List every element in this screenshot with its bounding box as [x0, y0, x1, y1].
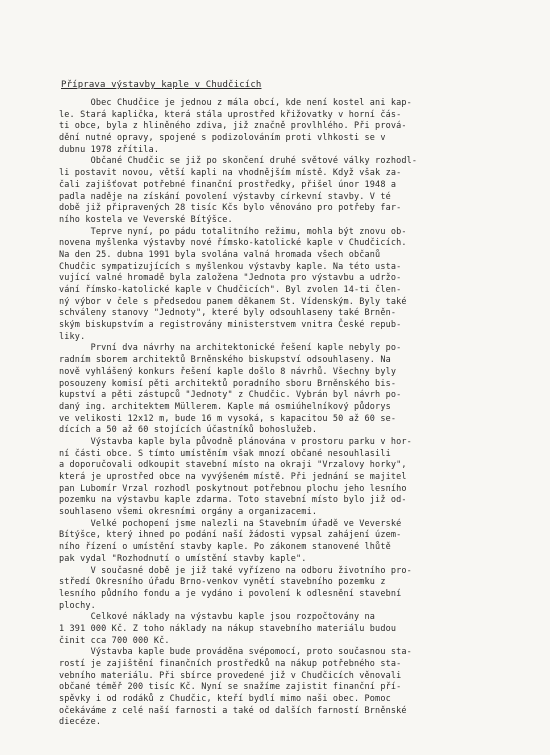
text-line: Chudčic sympatizujících s myšlenkou výstavby kaple. Na této usta- [59, 261, 402, 272]
text-line: ským biskupstvím a registrovány ministerstvem vnitra České repub- [59, 320, 402, 331]
text-line: nově vyhlášený konkurs řešení kaple došlo 8 návrhů. Všechny byly [59, 366, 397, 377]
text-line: novena myšlenka výstavby nové římsko-katolické kaple v Chudčicích. [59, 238, 407, 249]
text-line: daný ing. architektem Müllerem. Kaple má osmiúhelníkový půdorys [59, 401, 391, 412]
text-line: činit cca 700 000 Kč. [59, 635, 170, 646]
text-line: Velké pochopení jsme nalezli na Stavebním úřadě ve Veverské [59, 518, 402, 529]
text-line: V současné době je již také vyřízeno na odboru životního pro- [59, 565, 412, 576]
text-line: rostí je zajištění finančních prostředků na nákup potřebného sta- [59, 659, 402, 669]
text-line: pak vydal "Rozhodnutí o umístění stavby kaple". [59, 553, 307, 564]
text-line: padla naděje na získání povolení výstavby církevní stavby. V té [59, 191, 391, 202]
text-line: spěvky i od rodáků z Chudčic, kteří bydlí mimo naši obec. Pomoc [59, 694, 391, 705]
text-line: Na den 25. dubna 1991 byla svolána valná hromada všech občanů [59, 249, 381, 260]
text-line: ve velikosti 12x12 m, bude 16 m vysoká, s kapacitou 50 až 60 se- [59, 413, 397, 424]
text-line: souhlaseno všemi okresními orgány a organizacemi. [59, 507, 318, 518]
text-line: kupství a pěti zástupců "Jednoty" z Chudčic. Vybrán byl návrh po- [59, 390, 402, 401]
text-line: středí Okresního úřadu Brno-venkov vynětí stavebního pozemku z [59, 577, 386, 588]
text-line: vující valné hromadě byla založena "Jednota pro výstavbu a udržo- [59, 273, 402, 284]
document-body [59, 98, 519, 729]
text-line: ního řízení o umístění stavby kaple. Po zákonem stanovené lhůtě [59, 542, 391, 553]
paragraph-6 [59, 519, 519, 566]
text-line: radním sborem architektů Brněnského biskupství odsouhlaseny. Na [59, 355, 391, 366]
text-line: Výstavba kaple bude prováděna svépomocí, proto současnou sta- [59, 647, 412, 658]
text-line: vebního materiálu. Při sbírce provedené již v Chudčicích věnovali [59, 670, 402, 681]
text-line: pozemku na výstavbu kaple zdarma. Toto stavební místo bylo již od- [59, 495, 407, 506]
text-line: diecéze. [59, 717, 102, 728]
text-line: očekáváme z celé naší farnosti a také od dalších farností Brněnské [59, 705, 407, 716]
paragraph-5 [59, 437, 519, 519]
text-line: Občané Chudčic se již po skončení druhé světové války rozhodl- [59, 156, 418, 167]
text-line: Obec Chudčice je jednou z mála obcí, kde není kostel ani kap- [59, 98, 412, 108]
paragraph-7 [59, 566, 519, 613]
text-line: pan Lubomír Vrzal rozhodl poskytnout potřebnou plochu jeho lesního [59, 483, 407, 494]
paragraph-2 [59, 156, 519, 226]
text-line: ný výbor v čele s předsedou panem děkanem St. Vídenským. Byly také [59, 296, 407, 307]
paragraph-9 [59, 647, 519, 729]
text-line: le. Stará kaplička, která stála uprostřed křižovatky v horní čás- [59, 109, 402, 120]
text-line: posouzeny komisí pěti architektů poradního sboru Brněnského bis- [59, 378, 397, 389]
text-line: dubnu 1978 zřítila. [59, 144, 160, 155]
text-line: Teprve nyní, po pádu totalitního režimu, mohla být znovu ob- [59, 226, 407, 237]
text-line: občané téměř 200 tisíc Kč. Nyní se snažíme zajistit finanční pří- [59, 682, 402, 693]
text-line: Výstavba kaple byla původně plánována v prostoru parku v hor- [59, 436, 412, 447]
text-line: První dva návrhy na architektonické řešení kaple nebyly po- [59, 343, 402, 354]
document-title: Příprava výstavby kaple v Chudčicích [61, 80, 262, 90]
text-line: vání římsko-katolické kaple v Chudčicích". Byl zvolen 14-ti člen- [59, 285, 402, 295]
text-line: schváleny stanovy "Jednoty", které byly odsouhlaseny také Brněn- [59, 308, 397, 319]
text-line: plochy. [59, 600, 96, 611]
text-line: 1 391 000 Kč. Z toho náklady na nákup stavebního materiálu budou [59, 623, 397, 634]
paragraph-3 [59, 227, 519, 344]
text-line: dících a 50 až 60 stojících účastníků bohoslužeb. [59, 425, 318, 436]
text-line: čali zajišťovat potřebné finanční prostředky, přišel únor 1948 a [59, 179, 397, 190]
text-line: a doporučovali odkoupit stavební místo na okraji "Vrzalovy horky", [59, 460, 407, 471]
text-line: době již připravených 28 tisíc Kčs bylo věnováno pro potřeby far- [59, 203, 402, 214]
text-line: liky. [59, 331, 86, 342]
paragraph-1 [59, 98, 519, 156]
text-line: lesního půdního fondu a je vydáno i povolení k odlesnění stavební [59, 588, 402, 599]
paragraph-4 [59, 343, 519, 437]
text-line: ního kostela ve Veverské Bítýšce. [59, 214, 233, 225]
paragraph-8 [59, 612, 519, 647]
text-line: ti obce, byla z hliněného zdiva, již značně provlhlého. Při prová- [59, 121, 407, 132]
text-line: li postavit novou, větší kapli na vhodnějším místě. Když však za- [59, 168, 402, 179]
text-line: která je uprostřed obce na vyvýšeném místě. Při jednání se majitel [59, 472, 407, 482]
text-line: Celkové náklady na výstavbu kaple jsou rozpočtovány na [59, 612, 376, 623]
text-line: Bítýšce, který ihned po podání naší žádosti vypsal zahájení územ- [59, 530, 402, 541]
text-line: dění nutné opravy, spojené s podizolováním proti vlhkosti se v [59, 133, 386, 144]
text-line: ní části obce. S tímto umístěním však mnozí občané nesouhlasili [59, 448, 391, 459]
